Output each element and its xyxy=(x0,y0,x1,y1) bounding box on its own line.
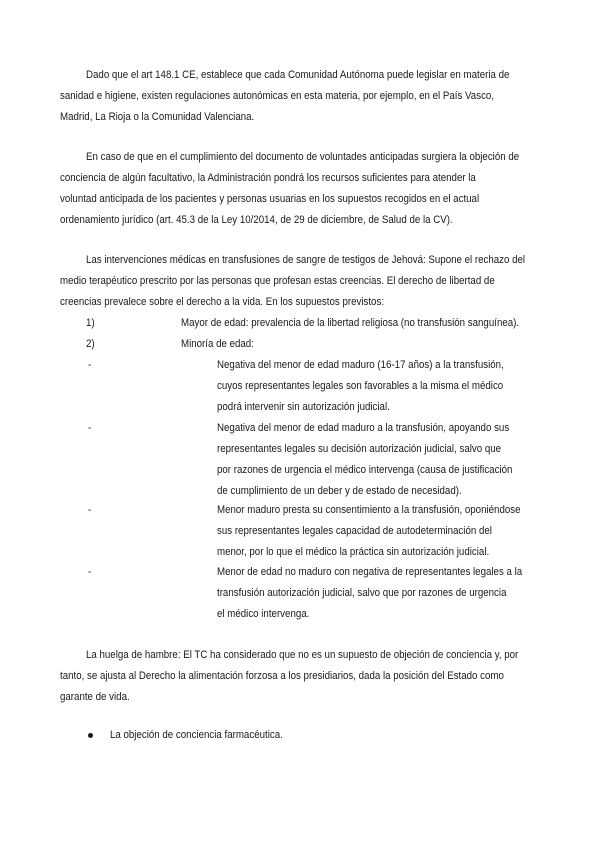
dash-item-2-line-4: de cumplimiento de un deber y de estado de necesidad). xyxy=(217,485,462,497)
paragraph-2-line-1: En caso de que en el cumplimiento del documento de voluntades anticipadas surgiera la objeción de xyxy=(86,151,520,163)
paragraph-2-line-3: voluntad anticipada de los pacientes y personas usuarias en los supuestos recogidos en el actual xyxy=(60,193,480,205)
paragraph-1-line-3: Madrid, La Rioja o la Comunidad Valenciana. xyxy=(60,111,255,123)
dash-item-2-line-1: Negativa del menor de edad maduro a la transfusión, apoyando sus xyxy=(217,422,510,434)
dash-item-4-line-2: transfusión autorización judicial, salvo que por razones de urgencia xyxy=(217,587,507,599)
numbered-marker-1: 1) xyxy=(86,317,95,329)
paragraph-4-line-2: tanto, se ajusta al Derecho la alimentación forzosa a los presidiarios, dada la posición del Estado como xyxy=(60,670,504,682)
bullet-dot-icon xyxy=(88,733,93,738)
paragraph-4-line-3: garante de vida. xyxy=(60,691,130,703)
dash-marker-1: - xyxy=(88,359,92,371)
dash-marker-4: - xyxy=(88,566,92,578)
paragraph-1-line-1: Dado que el art 148.1 CE, establece que cada Comunidad Autónoma puede legislar en materia de xyxy=(86,69,510,81)
dash-item-3-line-1: Menor maduro presta su consentimiento a la transfusión, oponiéndose xyxy=(217,504,521,516)
dash-item-4-line-1: Menor de edad no maduro con negativa de representantes legales a la xyxy=(217,566,523,578)
numbered-item-2: Minoría de edad: xyxy=(181,338,254,350)
dash-item-2-line-2: representantes legales su decisión autorización judicial, salvo que xyxy=(217,443,502,455)
paragraph-3-line-2: medio terapéutico prescrito por las personas que profesan estas creencias. El derecho de libertad de xyxy=(60,275,495,287)
dash-marker-2: - xyxy=(88,422,92,434)
dash-item-1-line-2: cuyos representantes legales son favorables a la misma el médico xyxy=(217,380,504,392)
dash-item-3-line-2: sus representantes legales capacidad de autodeterminación del xyxy=(217,525,492,537)
dash-marker-3: - xyxy=(88,504,92,516)
bullet-item: La objeción de conciencia farmacéutica. xyxy=(110,729,283,741)
paragraph-2-line-2: conciencia de algún facultativo, la Administración pondrá los recursos suficientes para atender la xyxy=(60,172,476,184)
dash-item-2-line-3: por razones de urgencia el médico intervenga (causa de justificación xyxy=(217,464,513,476)
numbered-item-1: Mayor de edad: prevalencia de la libertad religiosa (no transfusión sanguínea). xyxy=(181,317,520,329)
dash-item-1-line-1: Negativa del menor de edad maduro (16-17 años) a la transfusión, xyxy=(217,359,504,371)
dash-item-4-line-3: el médico intervenga. xyxy=(217,608,310,620)
paragraph-1-line-2: sanidad e higiene, existen regulaciones autonómicas en esta materia, por ejemplo, en el País Vasco, xyxy=(60,90,495,102)
paragraph-2-line-4: ordenamiento jurídico (art. 45.3 de la Ley 10/2014, de 29 de diciembre, de Salud de la CV). xyxy=(60,214,453,226)
numbered-marker-2: 2) xyxy=(86,338,95,350)
paragraph-3-line-3: creencias prevalece sobre el derecho a la vida. En los supuestos previstos: xyxy=(60,296,385,308)
paragraph-4-line-1: La huelga de hambre: El TC ha considerado que no es un supuesto de objeción de conciencia y, por xyxy=(86,649,519,661)
dash-item-1-line-3: podrá intervenir sin autorización judicial. xyxy=(217,401,390,413)
paragraph-3-line-1: Las intervenciones médicas en transfusiones de sangre de testigos de Jehová: Supone el rechazo del xyxy=(86,254,526,266)
dash-item-3-line-3: menor, por lo que el médico la práctica sin autorización judicial. xyxy=(217,546,490,558)
